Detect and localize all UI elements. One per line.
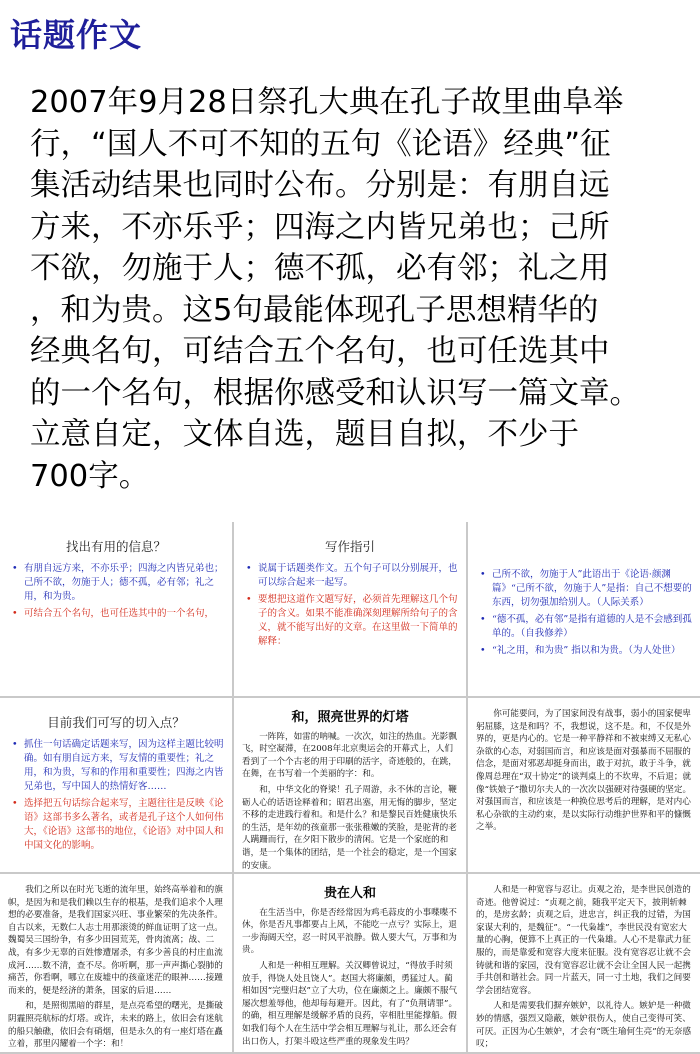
thumbnail-title: 贵在人和 xyxy=(323,886,376,901)
bullet-list xyxy=(476,568,692,658)
thumbnail-title: 目前我们可写的切入点？ xyxy=(47,715,185,730)
essay-paragraph: 在生活当中，你是否经常因为鸡毛蒜皮的小事喋喋不休，你是否凡事都要占上风，不能吃一点亏？实际上，退一步海阔天空，忍一时风平浪静。做人要大气，万事和为贵。 xyxy=(242,907,457,956)
thumbnail-essay-lighthouse[interactable] xyxy=(234,698,466,872)
main-slide xyxy=(0,0,700,520)
essay-paragraph: 和，中华文化的脊梁！孔子周游，永不休的言论，鞭砺人心的话语诠释着和；昭君出塞，用无悔的脚步，坚定不移的走进践行着和。和是什么？和是黎民百姓健康快乐的生活，是年幼的孩童那一张张稚嫩的笑脸，是驼背的老人蹒跚而行，在夕阳下散步的清闲。它是一个家庭的和谐，是一个集体的团结，是一个社会的稳定，是一个国家的安康。 xyxy=(242,784,457,871)
thumbnail-essay-tolerance[interactable] xyxy=(468,874,700,1052)
slide-body-text: 2007年9月28日祭孔大典在孔子故里曲阜举 行，“国人不可不知的五句《论语》经典”征 集活动结果也同时公布。分别是：有朋自远 方来，不亦乐乎；四海之内皆兄弟也；己所 不欲，勿施于人；德不孤，必有邻；礼之用 ，和为贵。这5句最能体现孔子思想精华的 经典名句，可结合五个名句，也可任选其中 的一个名句，根据你感受和认识写一篇文章。 立意自定，文体自选，题目自拟，不少于 700字。 xyxy=(30,85,640,494)
bullet-item: • 选择把五句话综合起来写，主题往往是反映《论语》这部书多么著名，或者是孔子这个人如何伟大，《论语》这部书的地位，《论语》对中国人和中国文化的影响。 xyxy=(18,797,224,853)
thumbnail-title: 写作指引 xyxy=(324,539,375,554)
bullet-list xyxy=(8,562,224,621)
thumbnail-explanations[interactable] xyxy=(468,522,700,696)
thumbnail-title: 找出有用的信息？ xyxy=(65,539,166,554)
thumbnail-useful-info[interactable] xyxy=(0,522,232,696)
thumbnail-essay-banner[interactable] xyxy=(0,874,232,1052)
essay-paragraph: 你可能要问，为了国家间没有战事，弱小的国家便卑躬屈膝，这是和吗？不，我想说，这不是。和，不仅是外界的，更是内心的。它是一种平静祥和不被束缚又无私心杂欲的心态，对弱国而言，和应该是面对强暴而不屈服的信念，是面对邪恶却挺身而出，敢于对抗，敢于斗争，就像周总理在“双十协定”的谈判桌上的不坎卑，不后退；就像“铁娘子”撒切尔夫人的一次次以强硬对待强硬的坚定。对强国而言，和应该是一种换位思考后的理解，是对内心私心杂欲的主动约束，是以实际行动维护世界和平的慷慨之举。 xyxy=(476,709,692,833)
slide-thumbnail-grid xyxy=(0,522,700,1054)
bullet-item: • 有朋自远方来，不亦乐乎；四海之内皆兄弟也；己所不欲，勿施于人；德不孤，必有邻；礼之用，和为贵。 xyxy=(18,562,224,604)
thumbnail-essay-harmony[interactable] xyxy=(234,874,466,1052)
essay-paragraph: 人和是一种宽容与忍让。贞观之治，是李世民创造的奇迹。他曾说过：“贞观之前，随我平定天下，披荆斩棘的，是房玄龄；贞观之后，进忠言，纠正我的过错，为国家谋大利的，是魏征”。“一代枭雄”，李世民没有宽宏大量的心胸，便算不上真正的一代枭雄。人心不是靠武力征服的，而是靠爱和宽容大度来征服。没有宽容忍让就不会铸就和谐的家园，没有宽容忍让就不会让全国人民一起携手共创和谐社会。同一片蓝天，同一寸土地，我们之间要学会团结宽容。 xyxy=(476,885,691,996)
bullet-item: • “德不孤，必有邻”是指有道德的人是不会感到孤单的。（自我修养） xyxy=(486,613,692,641)
essay-paragraph: 一阵阵，如雷的呐喊。一次次，如注的热血。光影飘飞，时空凝滞，在2008年北京奥运会的开幕式上，人们看到了一个个古老的用于印刷的活字，奇迹般的，在跳，在舞，在书写着一个美丽的字：和。 xyxy=(242,731,457,780)
bullet-item: • 说属于话题类作文。五个句子可以分别展开，也可以综合起来一起写。 xyxy=(252,562,458,590)
slide-title: 话题作文 xyxy=(10,16,143,54)
bullet-item: • “礼之用，和为贵” 指以和为贵。（为人处世） xyxy=(486,644,692,658)
essay-paragraph: 人和是需要我们摒弃嫉妒，以礼待人。嫉妒是一种微妙的情感，强烈又隐蔽，嫉妒很伤人，使自己变得可笑、可厌。正因为心生嫉妒，才会有“既生瑜何生亮”的无奈感叹； xyxy=(476,1001,692,1050)
bullet-item: • 己所不欲，勿施于人”此语出于《论语·颜渊篇》“己所不欲，勿施于人”是指：自己不想要的东西，切勿强加给别人。（人际关系） xyxy=(486,568,692,610)
thumbnail-title: 和，照亮世界的灯塔 xyxy=(291,710,409,725)
bullet-item: • 要想把这道作文题写好，必须首先理解这几个句子的含义。如果不能准确深刻理解所给句子的含义，就不能写出好的文章。在这里做一下简单的解释： xyxy=(252,593,458,649)
bullet-list xyxy=(242,562,458,649)
thumbnail-entry-points[interactable] xyxy=(0,698,232,872)
essay-paragraph: 我们之所以在时光飞逝的流年里，始终高举着和的旗帜，是因为和是我们赖以生存的根基，是我们追求个人理想的必要准备，是我们国家兴旺、事业繁荣的先决条件。自古以来，无数仁人志士用那滚烫的鲜血证明了这一点。魏蜀吴三国纷争，有多少田园荒芜，骨肉流离；战、二战，有多少无辜的百姓惨遭屠杀，有多少善良的村庄血流成河……数不清，查不尽。你听啊，那一声声撕心裂肺的痛苦，你看啊，哪立在废墟中的孩童迷茫的眼神……接踵而来的，便是经济的萧条，国家的后退…… xyxy=(8,885,223,996)
bullet-item: • 抓住一句话确定话题来写，因为这样主题比较明确。如有朋自远方来，写友情的重要性；礼之用，和为贵，写和的作用和重要性；四海之内皆兄弟也，写中国人的热情好客…… xyxy=(18,738,224,794)
essay-paragraph: 和，是照彻黑暗的群星，是点亮希望的曙光，是撕破阴霾照亮航标的灯塔。或许，未来的路上，依旧会有迷航的船只触礁，依旧会有硝烟，但是永久的有一座灯塔在矗立着，那里闪耀着一个字：和！ xyxy=(8,1001,223,1050)
bullet-list xyxy=(8,738,224,853)
essay-paragraph: 人和是一种相互理解。关汉卿曾说过，“得放手时须放手，得饶人处且饶人”。赵国大将廉颇，勇猛过人。蔺相如因“完璧归赵”立了大功，位在廉颇之上。廉颇不服气屡次想羞辱他，他却每每避开。因此，有了“负荆请罪”。的确，相互理解是缓解矛盾的良药，宰相肚里能撑船。假如我们每个人在生活中学会相互理解与礼让，那么还会有出口伤人，打架斗殴这些严重的现象发生吗？ xyxy=(242,960,458,1047)
bullet-item: • 可结合五个名句，也可任选其中的一个名句， xyxy=(18,607,224,621)
thumbnail-essay-continued[interactable] xyxy=(468,698,700,872)
thumbnail-writing-guide[interactable] xyxy=(234,522,466,696)
